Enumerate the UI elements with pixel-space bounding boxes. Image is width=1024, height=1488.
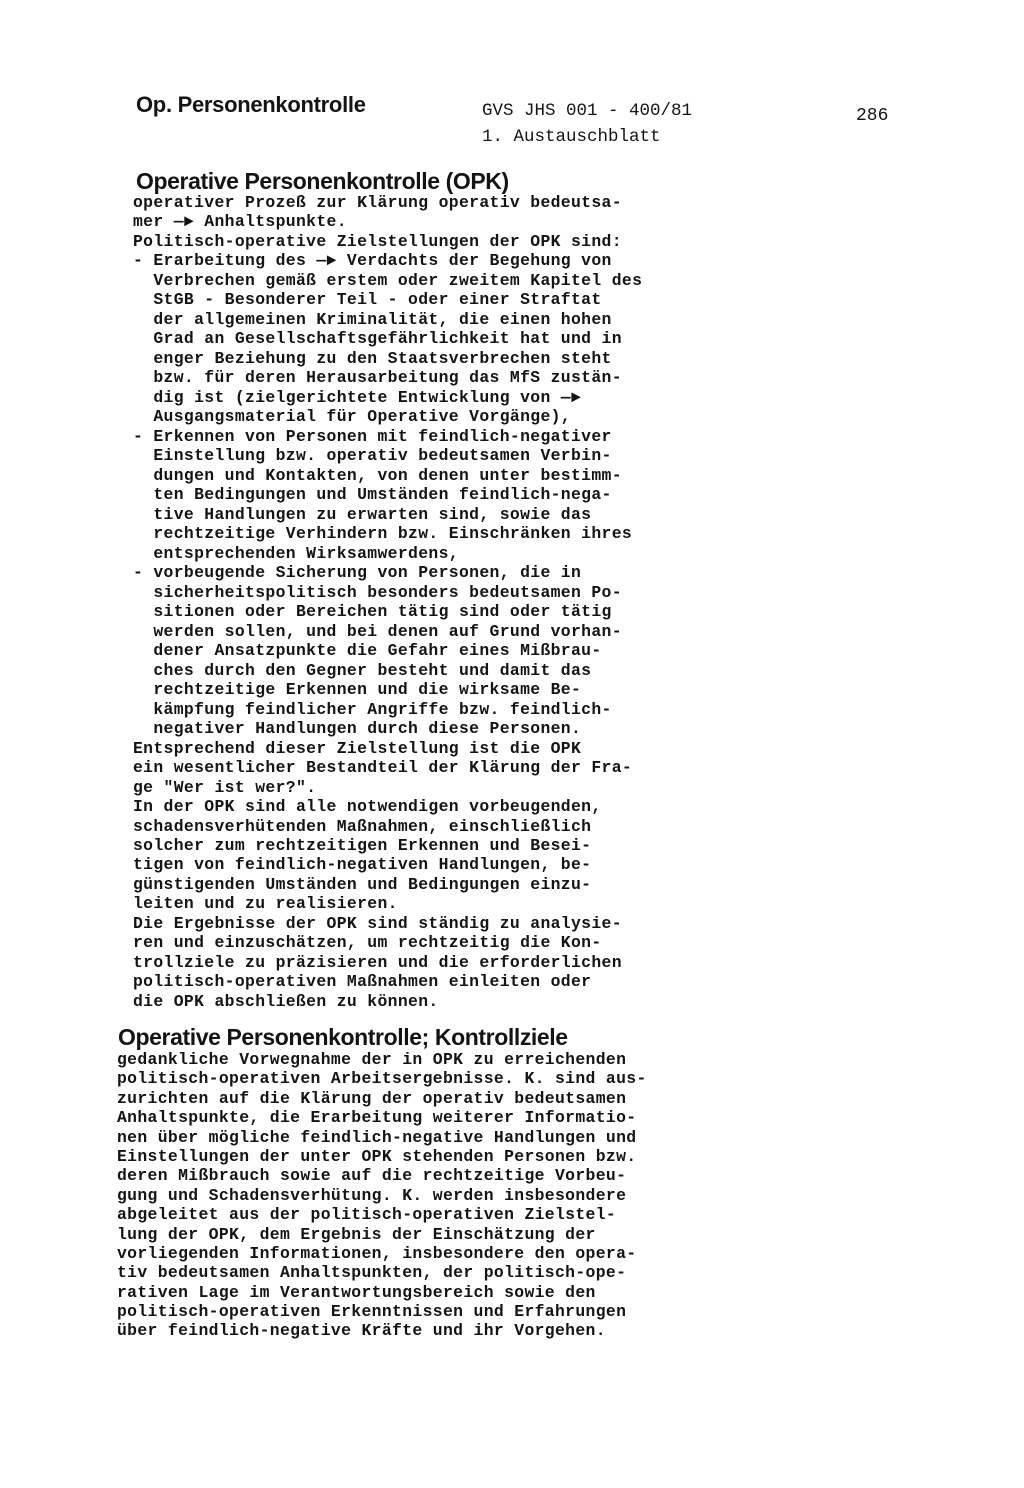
- text-line: Politisch-operative Zielstellungen der OPK sind:: [133, 231, 622, 251]
- document-code: GVS JHS 001 - 400/81: [482, 101, 693, 121]
- text-line: nen über mögliche feindlich-negative Handlungen und: [117, 1127, 637, 1147]
- entry-title: Operative Personenkontrolle; Kontrollziele: [118, 1024, 568, 1050]
- text-line: ein wesentlicher Bestandteil der Klärung der Fra-: [133, 758, 633, 778]
- text-line: - Erkennen von Personen mit feindlich-negativer: [133, 426, 612, 446]
- text-line: gedankliche Vorwegnahme der in OPK zu erreichenden: [117, 1050, 627, 1069]
- entry-body: [117, 1050, 647, 1341]
- text-line: politisch-operativen Maßnahmen einleiten oder: [133, 972, 592, 992]
- text-line: günstigenden Umständen und Bedingungen einzu-: [133, 874, 592, 894]
- text-line: tigen von feindlich-negativen Handlungen, be-: [133, 855, 592, 875]
- text-line: bzw. für deren Herausarbeitung das MfS zustän-: [133, 368, 622, 388]
- text-line: tiv bedeutsamen Anhaltspunkten, der politisch-ope-: [117, 1263, 627, 1283]
- text-line: dig ist (zielgerichtete Entwicklung von —►: [133, 387, 582, 407]
- text-line: lung der OPK, dem Ergebnis der Einschätzung der: [117, 1224, 596, 1244]
- text-line: negativer Handlungen durch diese Personen.: [133, 719, 582, 739]
- text-line: vorliegenden Informationen, insbesondere den opera-: [117, 1243, 637, 1263]
- text-line: Die Ergebnisse der OPK sind ständig zu analysie-: [133, 913, 622, 933]
- text-line: Anhaltspunkte, die Erarbeitung weiterer Informatio-: [117, 1108, 637, 1128]
- text-line: der allgemeinen Kriminalität, die einen hohen: [133, 309, 612, 329]
- text-line: werden sollen, und bei denen auf Grund vorhan-: [133, 621, 622, 641]
- text-line: trollziele zu präzisieren und die erforderlichen: [133, 952, 622, 972]
- text-line: Entsprechend dieser Zielstellung ist die OPK: [133, 738, 582, 758]
- text-line: ten Bedingungen und Umständen feindlich-nega-: [133, 485, 612, 505]
- text-line: solcher zum rechtzeitigen Erkennen und Besei-: [133, 835, 592, 855]
- text-line: deren Mißbrauch sowie auf die rechtzeitige Vorbeu-: [117, 1166, 627, 1186]
- text-line: die OPK abschließen zu können.: [133, 991, 439, 1011]
- text-line: entsprechenden Wirksamwerdens,: [133, 543, 459, 563]
- text-line: über feindlich-negative Kräfte und ihr Vorgehen.: [117, 1321, 606, 1341]
- text-line: rechtzeitige Verhindern bzw. Einschränken ihres: [133, 524, 633, 544]
- text-line: gung und Schadensverhütung. K. werden insbesondere: [117, 1185, 627, 1205]
- text-line: ches durch den Gegner besteht und damit das: [133, 660, 592, 680]
- text-line: dungen und Kontakten, von denen unter bestimm-: [133, 465, 622, 485]
- text-line: Ausgangsmaterial für Operative Vorgänge),: [133, 407, 571, 427]
- text-line: Einstellungen der unter OPK stehenden Personen bzw.: [117, 1146, 637, 1166]
- text-line: Grad an Gesellschaftsgefährlichkeit hat und in: [133, 329, 622, 349]
- sheet-note: 1. Austauschblatt: [482, 127, 661, 147]
- text-line: mer —► Anhaltspunkte.: [133, 212, 347, 232]
- text-line: ren und einzuschätzen, um rechtzeitig die Kon-: [133, 933, 602, 953]
- text-line: politisch-operativen Erkenntnissen und Erfahrungen: [117, 1302, 627, 1322]
- text-line: enger Beziehung zu den Staatsverbrechen steht: [133, 348, 612, 368]
- header-section-title: Op. Personenkontrolle: [136, 92, 366, 117]
- text-line: Verbrechen gemäß erstem oder zweitem Kapitel des: [133, 270, 643, 290]
- page-number: 286: [856, 106, 889, 126]
- text-line: StGB - Besonderer Teil - oder einer Straftat: [133, 290, 602, 310]
- header-document-code: [482, 98, 692, 150]
- text-line: tive Handlungen zu erwarten sind, sowie das: [133, 504, 592, 524]
- text-line: abgeleitet aus der politisch-operativen Zielstel-: [117, 1205, 617, 1225]
- text-line: ge "Wer ist wer?".: [133, 777, 317, 797]
- text-line: dener Ansatzpunkte die Gefahr eines Mißbrau-: [133, 641, 602, 661]
- text-line: - Erarbeitung des —► Verdachts der Begehung von: [133, 251, 612, 271]
- text-line: In der OPK sind alle notwendigen vorbeugenden,: [133, 797, 602, 817]
- entry-body: [133, 193, 642, 1011]
- text-line: leiten und zu realisieren.: [133, 894, 398, 914]
- text-line: operativer Prozeß zur Klärung operativ bedeutsa-: [133, 193, 622, 212]
- text-line: kämpfung feindlicher Angriffe bzw. feindlich-: [133, 699, 612, 719]
- text-line: politisch-operativen Arbeitsergebnisse. K. sind aus-: [117, 1069, 647, 1089]
- text-line: rativen Lage im Verantwortungsbereich sowie den: [117, 1282, 596, 1302]
- text-line: sicherheitspolitisch besonders bedeutsamen Po-: [133, 582, 622, 602]
- text-line: - vorbeugende Sicherung von Personen, die in: [133, 563, 582, 583]
- entry-title: Operative Personenkontrolle (OPK): [136, 168, 509, 194]
- text-line: sitionen oder Bereichen tätig sind oder tätig: [133, 602, 612, 622]
- text-line: zurichten auf die Klärung der operativ bedeutsamen: [117, 1088, 627, 1108]
- text-line: schadensverhütenden Maßnahmen, einschließlich: [133, 816, 592, 836]
- text-line: Einstellung bzw. operativ bedeutsamen Verbin-: [133, 446, 612, 466]
- text-line: rechtzeitige Erkennen und die wirksame Be-: [133, 680, 582, 700]
